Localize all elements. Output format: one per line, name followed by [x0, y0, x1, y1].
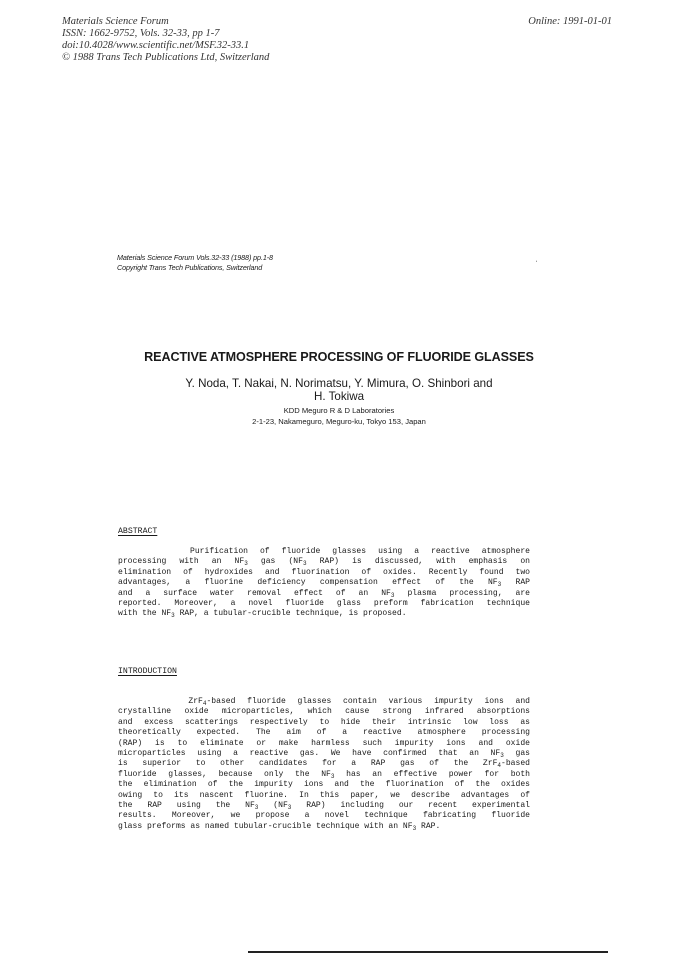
introduction-text: ZrF$_4$-based fluoride glasses contain various impurity ions and crystalline oxide microparticles, which cause strong infrared absorptions and excess scatterings respectively to hide their intrinsic low loss as theoretically expected. The aim of a reactive atmosphere processing (RAP) is to eliminate or make harmless such impurity ions and oxide microparticles using a reactive gas. We have confirmed that an $NF_3$ gas is superior to other candidates for a RAP gas of the ZrF$_4$-based fluoride glasses, because only the $NF_3$ has an effective power for both the elimination of the impurity ions and the fluorination of the oxides owing to its nascent fluorine. In this paper, we describe advantages of the RAP using the $NF_3$ ($NF_3$ RAP) including our recent experimental results. Moreover, we propose a novel technique fabricating fluoride glass preforms as named tubular-crucible technique with an $NF_3$ RAP. [118, 697, 531, 832]
doi-line: doi:10.4028/www.scientific.net/MSF.32-33.1 [62, 40, 250, 51]
authors-line-2: H. Tokiwa [313, 390, 365, 403]
issn-line: ISSN: 1662-9752, Vols. 32-33, pp 1-7 [62, 28, 220, 39]
abstract-text: Purification of fluoride glasses using a reactive atmosphere processing with an $NF_3$ gas ($NF_3$ RAP) is discussed, with emphasis on elimination of hydroxides and fluorination of oxides. Recently found two advantages, a fluorine deficiency compensation effect of the $NF_3$ RAP and a surface water removal effect of an $NF_3$ plasma processing, are reported. Moreover, a novel fluoride glass preform fabrication technique with the $NF_3$ RAP, a tubular-crucible technique, is proposed. [118, 547, 530, 620]
author-list [0, 377, 678, 403]
journal-name: Materials Science Forum [62, 16, 169, 27]
introduction-heading: INTRODUCTION [118, 667, 177, 676]
paper-title: REACTIVE ATMOSPHERE PROCESSING OF FLUORIDE GLASSES [144, 350, 534, 364]
abstract-heading: ABSTRACT [118, 527, 158, 536]
affiliation [0, 405, 678, 427]
authors-line-1: Y. Noda, T. Nakai, N. Norimatsu, Y. Mimura, O. Shinbori and [185, 377, 493, 390]
citation-block [117, 253, 273, 273]
citation-line-2: Copyright Trans Tech Publications, Switzerland [117, 263, 263, 272]
affiliation-lab: KDD Meguro R & D Laboratories [283, 406, 395, 415]
citation-line-1: Materials Science Forum Vols.32-33 (1988) pp.1-8 [117, 253, 273, 262]
affiliation-address: 2-1-23, Nakameguro, Meguro-ku, Tokyo 153, Japan [252, 417, 426, 426]
copyright-line: © 1988 Trans Tech Publications Ltd, Switzerland [62, 52, 270, 63]
stray-mark: ˌ [535, 253, 538, 262]
online-date: Online: 1991-01-01 [528, 16, 612, 27]
bottom-rule [248, 951, 608, 953]
journal-header [62, 16, 269, 64]
